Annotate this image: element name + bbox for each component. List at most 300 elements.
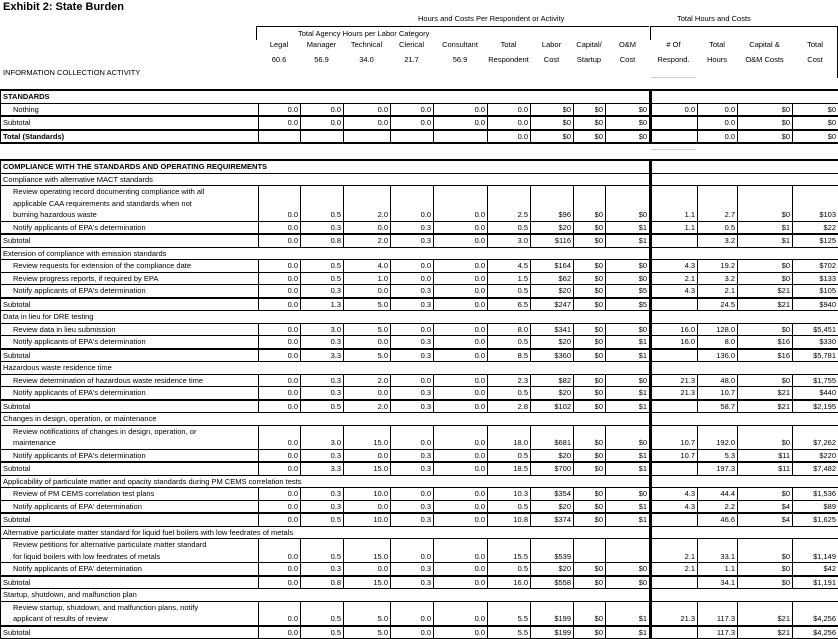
row-label: [1, 311, 651, 324]
value-cell: 0.0: [259, 387, 301, 400]
value-cell: $0: [574, 563, 606, 576]
row-label: [1, 500, 259, 513]
value-cell: $133: [793, 272, 838, 285]
value-cell: 2.8: [488, 400, 531, 413]
value-cell: 10.0: [344, 488, 391, 501]
value-cell: 0.0: [434, 374, 488, 387]
row-label: [1, 387, 259, 400]
value-cell: $0: [574, 234, 606, 247]
row-label-line: STANDARDS: [3, 91, 647, 103]
group-row: [1, 362, 838, 375]
value-cell: 3.0: [488, 234, 531, 247]
row-label: [1, 462, 259, 475]
compliance-table: [0, 159, 838, 639]
value-cell: 0.0: [259, 221, 301, 234]
value-cell: $4,256: [793, 601, 838, 626]
row-label-line: burning hazardous waste: [13, 209, 256, 221]
table-row: [1, 488, 838, 501]
value-cell: 10.0: [344, 513, 391, 526]
value-cell: $1: [606, 462, 651, 475]
column-header-l2: 21.7: [390, 55, 433, 64]
value-cell: 0.0: [259, 539, 301, 563]
value-cell: $0: [738, 374, 793, 387]
section-row: [1, 160, 838, 173]
value-cell: 0.0: [259, 601, 301, 626]
value-cell: $7,482: [793, 462, 838, 475]
value-cell: $103: [793, 186, 838, 222]
row-label-line: Review data in lieu submission: [13, 324, 256, 336]
column-header-l1: Legal: [258, 40, 300, 49]
value-cell: [651, 116, 698, 130]
column-header-l1: O&M: [605, 40, 650, 49]
group-row: [1, 311, 838, 324]
value-cell: 4.0: [344, 260, 391, 273]
value-cell: 0.5: [301, 272, 344, 285]
column-header-l1: Manager: [300, 40, 343, 49]
value-cell: $0: [531, 130, 574, 144]
value-cell: 15.5: [488, 539, 531, 563]
row-label: [1, 539, 259, 563]
value-cell: $940: [793, 298, 838, 311]
value-cell: $62: [531, 272, 574, 285]
row-label-line: Subtotal: [3, 401, 256, 413]
section-row: [1, 90, 838, 103]
value-cell: 1.3: [301, 298, 344, 311]
value-cell: 21.3: [651, 387, 698, 400]
row-label: [1, 234, 259, 247]
value-cell: $21: [738, 285, 793, 298]
value-cell: 2.5: [488, 186, 531, 222]
value-cell: $164: [531, 260, 574, 273]
sub-row: [1, 513, 838, 526]
value-cell: [301, 130, 344, 144]
sub-row: [1, 234, 838, 247]
row-label: [1, 349, 259, 362]
value-cell: 3.0: [301, 425, 344, 449]
sub-row: [1, 298, 838, 311]
row-label-line: Notify applicants of EPA's determination: [13, 387, 256, 399]
value-cell: 5.5: [488, 601, 531, 626]
value-cell: 0.0: [391, 374, 434, 387]
row-label: [1, 526, 651, 539]
blank-cell: [651, 173, 838, 186]
value-cell: $21: [738, 601, 793, 626]
value-cell: 0.3: [301, 488, 344, 501]
value-cell: $20: [531, 336, 574, 349]
value-cell: 0.0: [301, 103, 344, 116]
value-cell: 21.3: [651, 601, 698, 626]
column-header-l2: O&M Costs: [737, 55, 792, 64]
row-label-line: Notify applicants of EPA' determination: [13, 501, 256, 513]
value-cell: [259, 130, 301, 144]
value-cell: 2.0: [344, 234, 391, 247]
value-cell: 2.1: [651, 539, 698, 563]
value-cell: 4.3: [651, 260, 698, 273]
column-header-l2: Respond.: [650, 55, 697, 64]
value-cell: 0.0: [259, 272, 301, 285]
value-cell: 0.0: [259, 260, 301, 273]
value-cell: 0.3: [391, 349, 434, 362]
value-cell: $5,451: [793, 323, 838, 336]
value-cell: $22: [793, 221, 838, 234]
value-cell: $0: [606, 116, 651, 130]
table-row: [1, 425, 838, 449]
row-label-line: Review notifications of changes in design, operation, or: [13, 426, 256, 438]
value-cell: 0.0: [259, 323, 301, 336]
respond-underline: [651, 77, 696, 78]
row-label: [1, 425, 259, 449]
respond-underline-2: [651, 149, 696, 150]
value-cell: 0.3: [391, 221, 434, 234]
value-cell: 0.0: [391, 488, 434, 501]
value-cell: 0.0: [259, 449, 301, 462]
value-cell: $21: [738, 387, 793, 400]
value-cell: 6.5: [488, 298, 531, 311]
value-cell: $0: [738, 425, 793, 449]
value-cell: 0.0: [698, 116, 738, 130]
value-cell: $0: [574, 298, 606, 311]
value-cell: 0.0: [434, 488, 488, 501]
value-cell: $116: [531, 234, 574, 247]
value-cell: [434, 130, 488, 144]
blank-cell: [651, 311, 838, 324]
column-header-l1: Total: [487, 40, 530, 49]
column-header-l2: Hours: [697, 55, 737, 64]
value-cell: $0: [606, 186, 651, 222]
sub-row: [1, 400, 838, 413]
value-cell: 0.0: [434, 298, 488, 311]
value-cell: $7,262: [793, 425, 838, 449]
value-cell: $0: [574, 221, 606, 234]
row-label: [1, 285, 259, 298]
row-label-line: Review of PM CEMS correlation test plans: [13, 488, 256, 500]
value-cell: 5.0: [344, 626, 391, 639]
group-row: [1, 173, 838, 186]
value-cell: 3.2: [698, 272, 738, 285]
value-cell: $20: [531, 387, 574, 400]
value-cell: $199: [531, 601, 574, 626]
value-cell: 0.0: [259, 488, 301, 501]
value-cell: 0.5: [301, 539, 344, 563]
row-label: [1, 298, 259, 311]
row-label: [1, 475, 651, 488]
row-label-line: COMPLIANCE WITH THE STANDARDS AND OPERATING REQUIREMENTS: [3, 161, 647, 173]
value-cell: 0.0: [434, 425, 488, 449]
value-cell: $0: [574, 400, 606, 413]
value-cell: $42: [793, 563, 838, 576]
value-cell: $539: [531, 539, 574, 563]
value-cell: [651, 234, 698, 247]
column-header-l1: Capital/: [573, 40, 605, 49]
value-cell: $0: [574, 387, 606, 400]
row-label: [1, 221, 259, 234]
row-label-line: Review petitions for alternative particulate matter standard: [13, 539, 256, 551]
row-label-line: Notify applicants of EPA's determination: [13, 336, 256, 348]
table-row: [1, 500, 838, 513]
value-cell: $0: [574, 449, 606, 462]
row-label: [1, 626, 259, 639]
value-cell: $1,536: [793, 488, 838, 501]
value-cell: 0.5: [488, 336, 531, 349]
value-cell: $4: [738, 513, 793, 526]
table-row: [1, 221, 838, 234]
table-row: [1, 539, 838, 563]
value-cell: 0.0: [434, 116, 488, 130]
value-cell: 0.3: [391, 298, 434, 311]
value-cell: 0.0: [259, 576, 301, 589]
value-cell: 0.0: [434, 260, 488, 273]
value-cell: 18.5: [488, 462, 531, 475]
value-cell: $341: [531, 323, 574, 336]
value-cell: 0.0: [434, 285, 488, 298]
column-header-l2: Cost: [792, 55, 838, 64]
value-cell: 0.0: [434, 323, 488, 336]
value-cell: 2.0: [344, 400, 391, 413]
value-cell: 15.0: [344, 576, 391, 589]
value-cell: 0.0: [344, 500, 391, 513]
header-bracket-top: [256, 26, 649, 27]
column-header-l2: Cost: [605, 55, 650, 64]
value-cell: $0: [738, 488, 793, 501]
value-cell: 8.0: [698, 336, 738, 349]
value-cell: 0.0: [259, 425, 301, 449]
value-cell: $220: [793, 449, 838, 462]
value-cell: $1,191: [793, 576, 838, 589]
total-row: [1, 130, 838, 144]
column-header-l1: Technical: [343, 40, 390, 49]
value-cell: $5: [606, 298, 651, 311]
value-cell: $20: [531, 500, 574, 513]
value-cell: 8.5: [488, 349, 531, 362]
header-bracket-divider: [650, 26, 651, 40]
row-label-line: applicable CAA requirements and standards when not: [13, 198, 256, 210]
table-row: [1, 260, 838, 273]
value-cell: 0.0: [344, 563, 391, 576]
value-cell: 10.8: [488, 513, 531, 526]
value-cell: $0: [606, 425, 651, 449]
row-label-line: Subtotal: [3, 235, 256, 247]
value-cell: 0.0: [391, 116, 434, 130]
value-cell: 0.0: [259, 626, 301, 639]
value-cell: $0: [574, 260, 606, 273]
row-label: [1, 323, 259, 336]
value-cell: $0: [606, 488, 651, 501]
value-cell: $5: [606, 285, 651, 298]
value-cell: 0.5: [488, 387, 531, 400]
value-cell: 0.3: [301, 374, 344, 387]
value-cell: $21: [738, 626, 793, 639]
value-cell: 2.1: [651, 272, 698, 285]
value-cell: $20: [531, 285, 574, 298]
value-cell: $21: [738, 298, 793, 311]
value-cell: 4.3: [651, 500, 698, 513]
value-cell: $0: [574, 500, 606, 513]
value-cell: 4.3: [651, 285, 698, 298]
column-header-l1: Clerical: [390, 40, 433, 49]
header-bracket-left: [256, 26, 257, 40]
row-label-line: Alternative particulate matter standard for liquid fuel boilers with low feedrates of metals: [3, 527, 647, 539]
sub-row: [1, 576, 838, 589]
column-header-l2: 60.6: [258, 55, 300, 64]
value-cell: 0.0: [488, 116, 531, 130]
value-cell: $0: [574, 116, 606, 130]
column-header-l2: Cost: [530, 55, 573, 64]
blank-cell: [651, 589, 838, 602]
value-cell: 0.0: [434, 234, 488, 247]
column-header-l1: Total: [697, 40, 737, 49]
value-cell: $0: [574, 130, 606, 144]
column-header-l2: 34.0: [343, 55, 390, 64]
value-cell: [651, 462, 698, 475]
value-cell: 3.3: [301, 462, 344, 475]
value-cell: 16.0: [651, 323, 698, 336]
value-cell: $1: [738, 234, 793, 247]
blank-cell: [651, 413, 838, 426]
table-row: [1, 336, 838, 349]
value-cell: 1.5: [488, 272, 531, 285]
value-cell: [651, 576, 698, 589]
value-cell: 58.7: [698, 400, 738, 413]
value-cell: $11: [738, 462, 793, 475]
value-cell: $0: [531, 103, 574, 116]
row-label-line: Hazardous waste residence time: [3, 362, 647, 374]
table-row: [1, 272, 838, 285]
value-cell: 16.0: [651, 336, 698, 349]
value-cell: 3.2: [698, 234, 738, 247]
row-label-line: Notify applicants of EPA's determination: [13, 222, 256, 234]
value-cell: $0: [738, 563, 793, 576]
value-cell: 1.1: [698, 563, 738, 576]
value-cell: 0.0: [259, 298, 301, 311]
value-cell: $247: [531, 298, 574, 311]
table-row: [1, 449, 838, 462]
value-cell: $5,781: [793, 349, 838, 362]
group-row: [1, 589, 838, 602]
row-label-line: Nothing: [13, 104, 256, 116]
value-cell: 0.0: [434, 576, 488, 589]
value-cell: [651, 626, 698, 639]
value-cell: $0: [738, 272, 793, 285]
row-label: [1, 103, 259, 116]
value-cell: 0.0: [391, 186, 434, 222]
value-cell: $0: [574, 272, 606, 285]
value-cell: $0: [793, 116, 838, 130]
value-cell: 0.5: [488, 449, 531, 462]
value-cell: 0.8: [301, 234, 344, 247]
row-label-line: Notify applicants of EPA's determination: [13, 285, 256, 297]
value-cell: 117.3: [698, 601, 738, 626]
row-label: [1, 374, 259, 387]
row-label-line: Subtotal: [3, 514, 256, 526]
value-cell: 0.0: [488, 130, 531, 144]
value-cell: $0: [574, 103, 606, 116]
row-label: [1, 272, 259, 285]
table-row: [1, 323, 838, 336]
value-cell: $1: [606, 387, 651, 400]
value-cell: [651, 400, 698, 413]
value-cell: $0: [606, 576, 651, 589]
row-label: [1, 601, 259, 626]
row-label: [1, 449, 259, 462]
value-cell: $0: [738, 576, 793, 589]
value-cell: [391, 130, 434, 144]
value-cell: 0.0: [434, 449, 488, 462]
value-cell: $0: [574, 323, 606, 336]
value-cell: $0: [574, 285, 606, 298]
row-label: [1, 260, 259, 273]
value-cell: $20: [531, 449, 574, 462]
row-label-line: Startup, shutdown, and malfunction plan: [3, 589, 647, 601]
value-cell: $16: [738, 349, 793, 362]
value-cell: 10.7: [651, 449, 698, 462]
value-cell: 0.0: [391, 272, 434, 285]
value-cell: $1,149: [793, 539, 838, 563]
group-row: [1, 247, 838, 260]
value-cell: $16: [738, 336, 793, 349]
value-cell: 0.0: [391, 425, 434, 449]
value-cell: 0.3: [301, 500, 344, 513]
standards-table: [0, 89, 838, 144]
value-cell: $1: [606, 601, 651, 626]
value-cell: $0: [574, 462, 606, 475]
value-cell: 0.3: [391, 234, 434, 247]
sub-row: [1, 349, 838, 362]
value-cell: $96: [531, 186, 574, 222]
value-cell: $354: [531, 488, 574, 501]
row-label-line: Compliance with alternative MACT standards: [3, 174, 647, 186]
value-cell: 0.3: [391, 563, 434, 576]
value-cell: $0: [738, 103, 793, 116]
row-label-line: applicant of results of review: [13, 613, 256, 625]
value-cell: 0.0: [259, 374, 301, 387]
value-cell: $1: [606, 500, 651, 513]
value-cell: 0.0: [259, 513, 301, 526]
value-cell: 128.0: [698, 323, 738, 336]
row-label-line: Subtotal: [3, 577, 256, 589]
value-cell: 0.5: [488, 500, 531, 513]
value-cell: 16.0: [488, 576, 531, 589]
value-cell: 0.5: [488, 221, 531, 234]
table-row: [1, 563, 838, 576]
value-cell: 46.6: [698, 513, 738, 526]
value-cell: 0.3: [391, 462, 434, 475]
column-header-l2: Startup: [573, 55, 605, 64]
value-cell: 0.0: [344, 336, 391, 349]
value-cell: $199: [531, 626, 574, 639]
value-cell: 2.0: [344, 374, 391, 387]
value-cell: 0.0: [259, 400, 301, 413]
row-label-line: Review operating record documenting compliance with all: [13, 186, 256, 198]
value-cell: [651, 298, 698, 311]
value-cell: 3.0: [301, 323, 344, 336]
blank-cell: [651, 362, 838, 375]
value-cell: 0.3: [301, 221, 344, 234]
value-cell: [651, 349, 698, 362]
value-cell: 0.0: [344, 116, 391, 130]
row-label: [1, 160, 651, 173]
value-cell: $1: [606, 221, 651, 234]
value-cell: 0.0: [259, 336, 301, 349]
row-label-line: Subtotal: [3, 117, 256, 129]
value-cell: $1: [606, 234, 651, 247]
row-label-line: Review determination of hazardous waste residence time: [13, 375, 256, 387]
value-cell: 0.0: [391, 323, 434, 336]
value-cell: 0.0: [434, 272, 488, 285]
value-cell: $0: [606, 563, 651, 576]
value-cell: $0: [574, 374, 606, 387]
value-cell: $4: [738, 500, 793, 513]
value-cell: 0.3: [391, 513, 434, 526]
